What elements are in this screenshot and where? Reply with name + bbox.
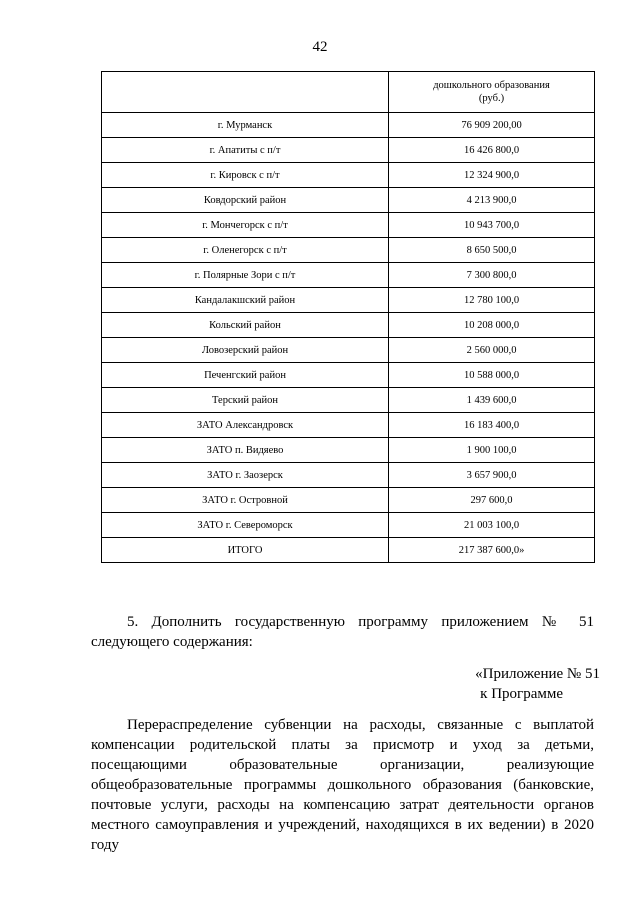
header-amount-unit: (руб.) [478, 93, 505, 104]
table-row [102, 163, 595, 188]
municipality-cell: Терский район [102, 388, 389, 413]
paragraph-5 [91, 612, 594, 652]
amount-cell: 16 426 800,0 [389, 138, 595, 163]
amount-cell: 12 780 100,0 [389, 288, 595, 313]
municipality-cell: Печенгский район [102, 363, 389, 388]
amount-cell: 3 657 900,0 [389, 463, 595, 488]
table-row [102, 213, 595, 238]
appendix-subtitle: к Программе [480, 686, 563, 702]
table-header-row [102, 72, 595, 113]
main-paragraph-line: году [91, 837, 119, 853]
paragraph-5-line: следующего содержания: [91, 634, 253, 650]
table-row [102, 288, 595, 313]
amount-cell: 10 588 000,0 [389, 363, 595, 388]
header-cell-amount [389, 72, 595, 113]
municipality-cell: ЗАТО г. Североморск [102, 513, 389, 538]
municipality-cell: Кольский район [102, 313, 389, 338]
municipality-cell: ИТОГО [102, 538, 389, 563]
municipality-cell: Ковдорский район [102, 188, 389, 213]
municipality-cell: г. Апатиты с п/т [102, 138, 389, 163]
table-row [102, 538, 595, 563]
municipality-cell: г. Кировск с п/т [102, 163, 389, 188]
appendix-title: «Приложение № 51 [475, 666, 600, 682]
amount-cell: 76 909 200,00 [389, 113, 595, 138]
table-row [102, 263, 595, 288]
table-row [102, 313, 595, 338]
table-row [102, 238, 595, 263]
municipality-cell: ЗАТО Александровск [102, 413, 389, 438]
amount-cell: 1 439 600,0 [389, 388, 595, 413]
main-paragraph-line: компенсации родительской платы за присмотр и уход за детьми, [91, 737, 594, 753]
amount-cell: 297 600,0 [389, 488, 595, 513]
municipality-cell: ЗАТО г. Заозерск [102, 463, 389, 488]
municipality-cell: Ловозерский район [102, 338, 389, 363]
amount-cell: 217 387 600,0» [389, 538, 595, 563]
municipality-cell: Кандалакшский район [102, 288, 389, 313]
table-row [102, 363, 595, 388]
amount-cell: 12 324 900,0 [389, 163, 595, 188]
main-paragraph [91, 715, 594, 855]
amount-cell: 16 183 400,0 [389, 413, 595, 438]
main-paragraph-line: посещающими образовательные организации, реализующие [91, 757, 594, 773]
main-paragraph-line: местного самоуправления и учреждений, находящихся в их ведении) в 2020 [91, 817, 594, 833]
subvention-table [101, 71, 595, 563]
table-row [102, 413, 595, 438]
table-row [102, 463, 595, 488]
header-cell-municipality [102, 72, 389, 113]
table-row [102, 338, 595, 363]
table-row [102, 138, 595, 163]
amount-cell: 4 213 900,0 [389, 188, 595, 213]
amount-cell: 7 300 800,0 [389, 263, 595, 288]
amount-cell: 2 560 000,0 [389, 338, 595, 363]
amount-cell: 1 900 100,0 [389, 438, 595, 463]
municipality-cell: ЗАТО г. Островной [102, 488, 389, 513]
table-row [102, 488, 595, 513]
main-paragraph-line: Перераспределение субвенции на расходы, связанные с выплатой [127, 717, 594, 733]
header-amount-line1: дошкольного образования [433, 80, 550, 91]
main-paragraph-line: почтовые услуги, расходы на компенсацию затрат деятельности органов [91, 797, 594, 813]
table-row [102, 188, 595, 213]
amount-cell: 8 650 500,0 [389, 238, 595, 263]
municipality-cell: г. Оленегорск с п/т [102, 238, 389, 263]
page-number: 42 [312, 39, 328, 55]
amount-cell: 10 208 000,0 [389, 313, 595, 338]
main-paragraph-line: общеобразовательные программы дошкольного образования (банковские, [91, 777, 594, 793]
municipality-cell: ЗАТО п. Видяево [102, 438, 389, 463]
table-row [102, 513, 595, 538]
table-row [102, 113, 595, 138]
paragraph-5-line: 5. Дополнить государственную программу приложением № 51 [127, 614, 594, 630]
amount-cell: 10 943 700,0 [389, 213, 595, 238]
municipality-cell: г. Мурманск [102, 113, 389, 138]
municipality-cell: г. Мончегорск с п/т [102, 213, 389, 238]
municipality-cell: г. Полярные Зори с п/т [102, 263, 389, 288]
table-row [102, 438, 595, 463]
amount-cell: 21 003 100,0 [389, 513, 595, 538]
appendix-heading [440, 664, 600, 704]
table-row [102, 388, 595, 413]
